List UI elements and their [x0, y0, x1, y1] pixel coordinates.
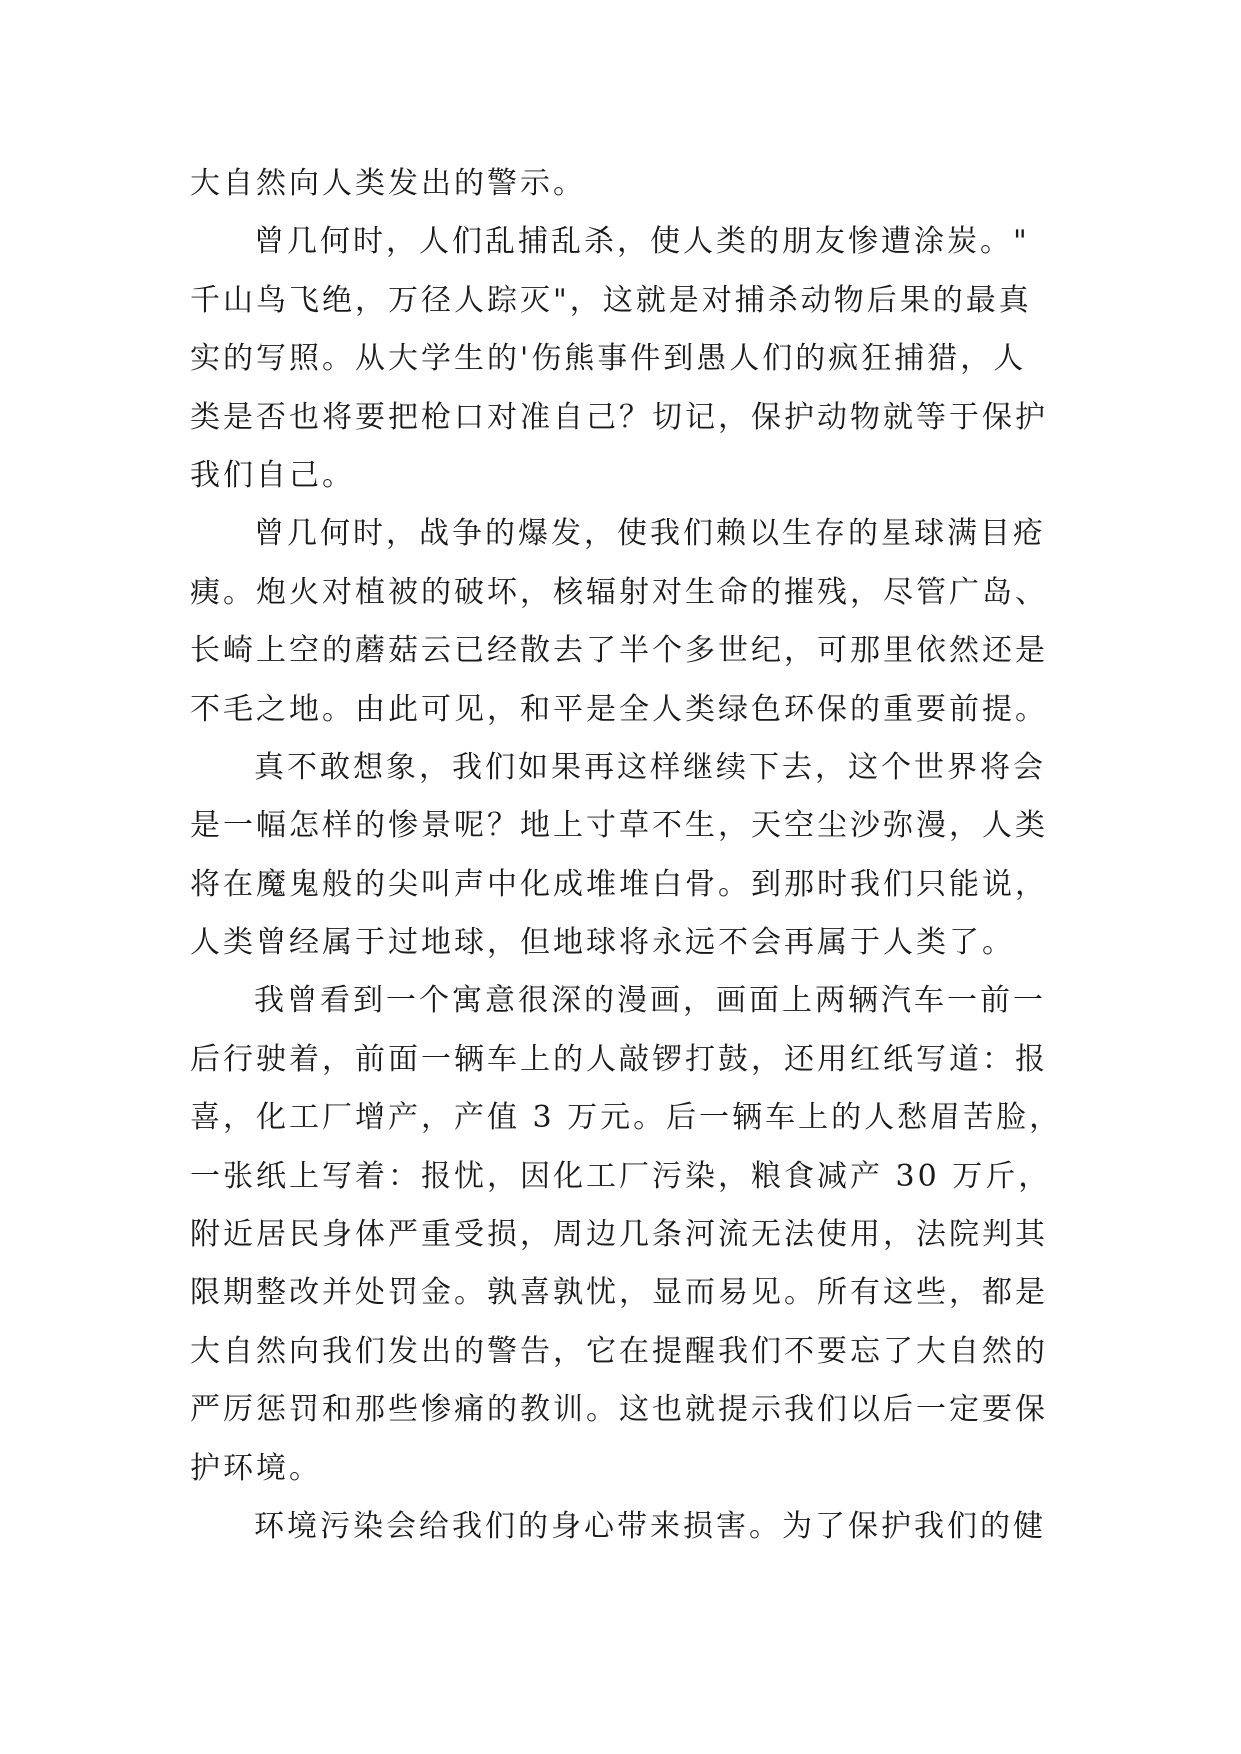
text-line: 实的写照。从大学生的'伤熊事件到愚人们的疯狂捕猎，人: [190, 341, 1027, 377]
text-line: 大自然向人类发出的警示。: [190, 166, 586, 201]
text-line: 一张纸上写着：报忧，因化工厂污染，粮食减产 30 万斤，: [190, 1158, 1052, 1194]
text-line: 喜，化工厂增产，产值 3 万元。后一辆车上的人愁眉苦脸，: [190, 1100, 1063, 1136]
text-line: 人类曾经属于过地球，但地球将永远不会再属于人类了。: [190, 925, 1015, 961]
text-line: 环境污染会给我们的身心带来损害。为了保护我们的健: [254, 1508, 1046, 1544]
text-line: 长崎上空的蘑菇云已经散去了半个多世纪，可那里依然还是: [190, 633, 1048, 669]
text-line: 不毛之地。由此可见，和平是全人类绿色环保的重要前提。: [190, 691, 1048, 727]
text-line: 痍。炮火对植被的破坏，核辐射对生命的摧残，尽管广岛、: [190, 574, 1048, 610]
text-line: 我们自己。: [190, 457, 355, 493]
text-line: 千山鸟飞绝，万径人踪灭"，这就是对捕杀动物后果的最真: [190, 282, 1032, 318]
text-line: 大自然向我们发出的警告，它在提醒我们不要忘了大自然的: [190, 1333, 1048, 1369]
text-line: 真不敢想象，我们如果再这样继续下去，这个世界将会: [254, 749, 1046, 785]
text-line: 后行驶着，前面一辆车上的人敲锣打鼓，还用红纸写道：报: [190, 1041, 1048, 1077]
text-line: 护环境。: [190, 1450, 322, 1486]
text-line: 是一幅怎样的惨景呢？地上寸草不生，天空尘沙弥漫，人类: [190, 808, 1048, 844]
text-line: 类是否也将要把枪口对准自己？切记，保护动物就等于保护: [190, 399, 1048, 435]
body-text: [190, 155, 1070, 1556]
text-line: 我曾看到一个寓意很深的漫画，画面上两辆汽车一前一: [254, 983, 1046, 1019]
text-line: 附近居民身体严重受损，周边几条河流无法使用，法院判其: [190, 1217, 1048, 1253]
text-line: 曾几何时，人们乱捕乱杀，使人类的朋友惨遭涂炭。": [254, 224, 1030, 260]
text-line: 限期整改并处罚金。孰喜孰忧，显而易见。所有这些，都是: [190, 1275, 1048, 1311]
text-line: 将在魔鬼般的尖叫声中化成堆堆白骨。到那时我们只能说，: [190, 866, 1048, 902]
text-line: 严厉惩罚和那些惨痛的教训。这也就提示我们以后一定要保: [190, 1392, 1048, 1428]
text-line: 曾几何时，战争的爆发，使我们赖以生存的星球满目疮: [254, 516, 1046, 552]
